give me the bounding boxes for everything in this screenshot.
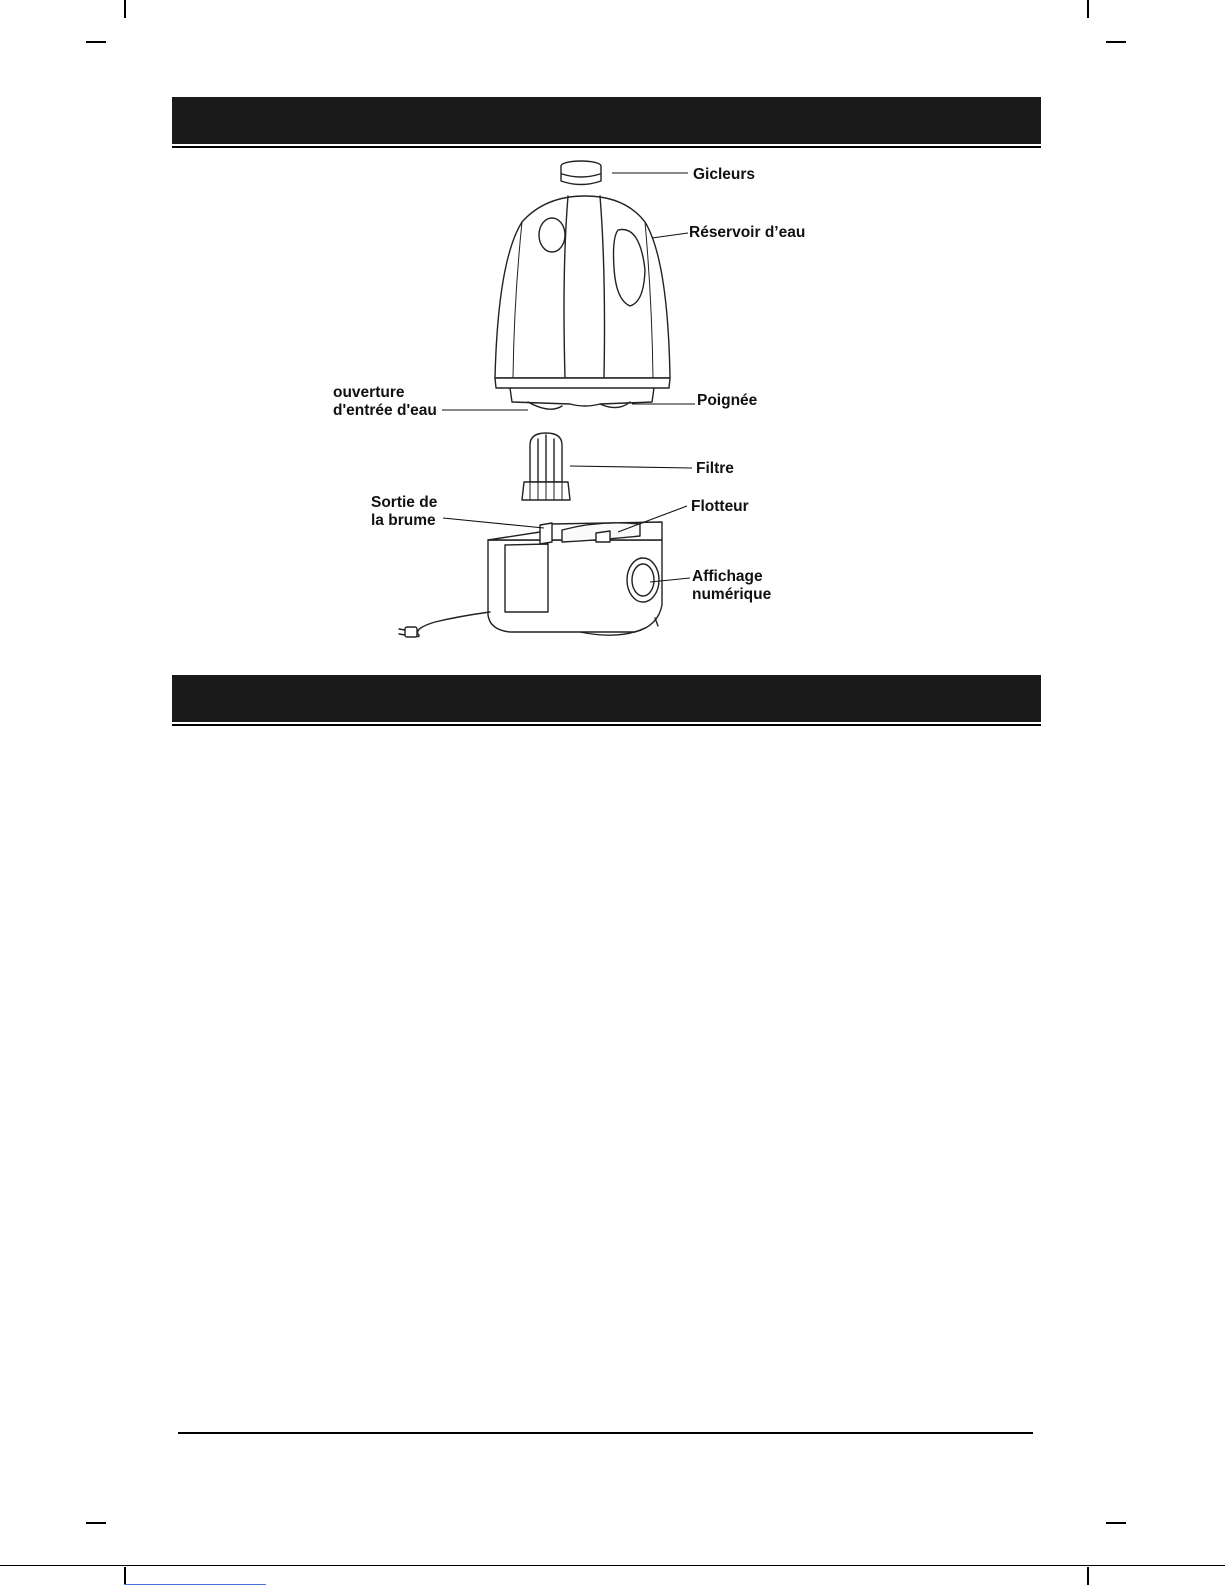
section-header-rule-top bbox=[172, 146, 1041, 148]
label-gicleurs: Gicleurs bbox=[693, 166, 756, 183]
crop-mark-top-left-vertical bbox=[124, 0, 126, 18]
label-sortie-line1: Sortie de bbox=[371, 494, 438, 511]
crop-mark-top-right-vertical bbox=[1087, 0, 1089, 18]
label-affichage-line2: numérique bbox=[692, 586, 772, 603]
crop-mark-bottom-right-vertical bbox=[1087, 1567, 1089, 1585]
water-tank-part bbox=[495, 196, 670, 409]
page-bottom-edge bbox=[0, 1565, 1225, 1566]
power-cord-part bbox=[399, 612, 490, 637]
section-header-bar-middle bbox=[172, 675, 1041, 722]
label-poignee: Poignée bbox=[697, 392, 758, 409]
nozzle-part bbox=[561, 161, 601, 185]
filter-part bbox=[522, 433, 570, 500]
footer-rule bbox=[178, 1432, 1033, 1434]
label-ouverture-line1: ouverture bbox=[333, 384, 405, 401]
label-affichage-line1: Affichage bbox=[692, 568, 763, 585]
crop-mark-bottom-right-horizontal bbox=[1106, 1522, 1126, 1524]
leader-sortie bbox=[443, 518, 544, 528]
crop-mark-top-left-horizontal bbox=[86, 41, 106, 43]
crop-mark-top-right-horizontal bbox=[1106, 41, 1126, 43]
label-reservoir: Réservoir d’eau bbox=[689, 224, 806, 241]
label-ouverture-line2: d'entrée d'eau bbox=[333, 402, 437, 419]
section-header-bar-top bbox=[172, 97, 1041, 144]
crop-mark-bottom-left-horizontal bbox=[86, 1522, 106, 1524]
base-unit-part bbox=[488, 522, 662, 635]
leader-reservoir bbox=[652, 233, 688, 238]
section-header-rule-middle bbox=[172, 724, 1041, 726]
label-filtre: Filtre bbox=[696, 460, 734, 477]
label-flotteur: Flotteur bbox=[691, 498, 749, 515]
crop-mark-bottom-left-vertical bbox=[124, 1567, 126, 1585]
leader-filtre bbox=[570, 466, 692, 468]
label-sortie-line2: la brume bbox=[371, 512, 436, 529]
humidifier-exploded-diagram bbox=[300, 150, 920, 670]
